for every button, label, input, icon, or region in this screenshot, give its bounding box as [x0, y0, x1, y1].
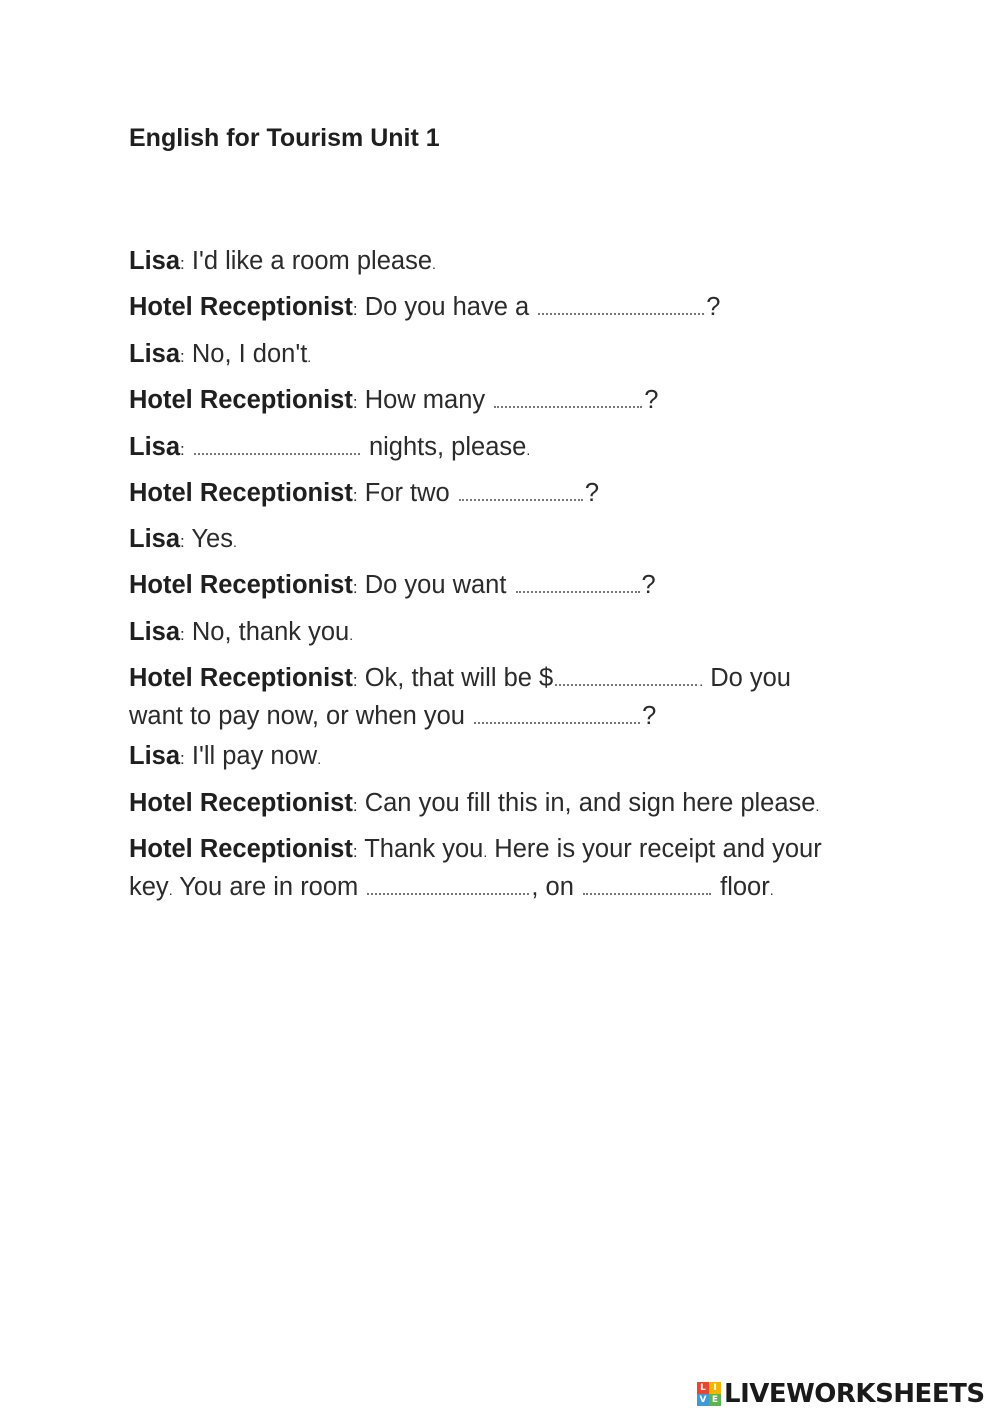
answer-blank[interactable]: [367, 875, 529, 895]
line-text: Ok, that will be $: [364, 664, 554, 692]
dialogue-line: [129, 741, 321, 774]
logo-mark-icon: [697, 1382, 721, 1406]
logo-letter: I: [709, 1382, 721, 1394]
answer-blank[interactable]: [538, 295, 704, 315]
line-text: ?: [706, 293, 721, 321]
speaker-receptionist: Hotel Receptionist: [129, 386, 353, 414]
logo-letter: V: [697, 1394, 709, 1406]
answer-blank[interactable]: [474, 704, 640, 724]
line-text: Here is your receipt and your: [494, 835, 822, 863]
dialogue-line: [129, 339, 311, 372]
period: .: [699, 673, 704, 689]
colon: :: [352, 393, 358, 412]
period: .: [483, 844, 488, 860]
line-text: Thank you: [364, 835, 484, 863]
liveworksheets-logo: [697, 1379, 985, 1409]
colon: :: [352, 842, 358, 861]
speaker-lisa: Lisa: [129, 433, 181, 461]
speaker-lisa: Lisa: [129, 618, 181, 646]
line-text: key: [129, 873, 169, 901]
speaker-receptionist: Hotel Receptionist: [129, 293, 353, 321]
line-text: Do you have a: [364, 293, 530, 321]
dialogue-line: [129, 432, 530, 465]
period: .: [769, 882, 774, 898]
logo-text: LIVEWORKSHEETS: [724, 1379, 985, 1409]
answer-blank[interactable]: [194, 435, 360, 455]
speaker-receptionist: Hotel Receptionist: [129, 571, 353, 599]
period: .: [317, 751, 322, 767]
speaker-receptionist: Hotel Receptionist: [129, 835, 353, 863]
dialogue-line: [129, 478, 599, 511]
period: .: [815, 798, 820, 814]
colon: :: [180, 625, 185, 644]
logo-letter: L: [697, 1382, 709, 1394]
answer-blank[interactable]: [583, 875, 711, 895]
colon: :: [352, 671, 358, 690]
line-text: Yes: [191, 525, 233, 553]
line-text: I'll pay now: [191, 742, 318, 770]
period: .: [432, 256, 436, 272]
line-text: For two: [364, 479, 450, 507]
line-text: ?: [644, 386, 659, 414]
dialogue-line: [129, 617, 353, 650]
dialogue-line: [129, 570, 656, 603]
worksheet-title: English for Tourism Unit 1: [129, 124, 440, 152]
colon: :: [352, 578, 358, 597]
speaker-receptionist: Hotel Receptionist: [129, 664, 353, 692]
dialogue-line: [129, 872, 774, 905]
period: .: [349, 627, 354, 643]
colon: :: [352, 300, 358, 319]
line-text: No, I don't: [191, 340, 308, 368]
dialogue-line: [129, 292, 720, 325]
dialogue-line: [129, 524, 237, 557]
period: .: [307, 349, 312, 365]
line-text: , on: [531, 873, 574, 901]
line-text: floor: [720, 873, 770, 901]
line-text: ?: [642, 702, 657, 730]
line-text: Can you fill this in, and sign here please: [364, 789, 816, 817]
line-text: nights, please: [368, 433, 527, 461]
line-text: You are in room: [179, 873, 359, 901]
speaker-lisa: Lisa: [129, 247, 181, 275]
period: .: [168, 882, 173, 898]
speaker-lisa: Lisa: [129, 525, 181, 553]
speaker-receptionist: Hotel Receptionist: [129, 789, 353, 817]
colon: :: [180, 347, 185, 366]
speaker-lisa: Lisa: [129, 340, 181, 368]
dialogue-line: [129, 701, 656, 731]
colon: :: [180, 749, 185, 768]
line-text: want to pay now, or when you: [129, 702, 465, 730]
logo-letter: E: [709, 1394, 721, 1406]
answer-blank[interactable]: [459, 481, 583, 501]
colon: :: [180, 254, 185, 273]
line-text: I'd like a room please: [191, 247, 433, 275]
line-text: Do you want: [364, 571, 507, 599]
colon: :: [352, 796, 358, 815]
line-text: No, thank you: [191, 618, 350, 646]
line-text: Do you: [710, 664, 791, 692]
line-text: How many: [364, 386, 486, 414]
colon: :: [180, 440, 185, 459]
answer-blank[interactable]: [555, 666, 697, 686]
colon: :: [180, 532, 185, 551]
dialogue-line: [129, 834, 822, 867]
dialogue-line: [129, 385, 658, 418]
line-text: ?: [641, 571, 656, 599]
dialogue-line: [129, 788, 819, 821]
answer-blank[interactable]: [494, 388, 642, 408]
period: .: [233, 534, 237, 550]
speaker-lisa: Lisa: [129, 742, 181, 770]
answer-blank[interactable]: [516, 573, 640, 593]
colon: :: [352, 486, 358, 505]
dialogue-line: [129, 663, 791, 696]
speaker-receptionist: Hotel Receptionist: [129, 479, 353, 507]
period: .: [526, 442, 531, 458]
dialogue-line: [129, 246, 436, 279]
line-text: ?: [584, 479, 600, 507]
